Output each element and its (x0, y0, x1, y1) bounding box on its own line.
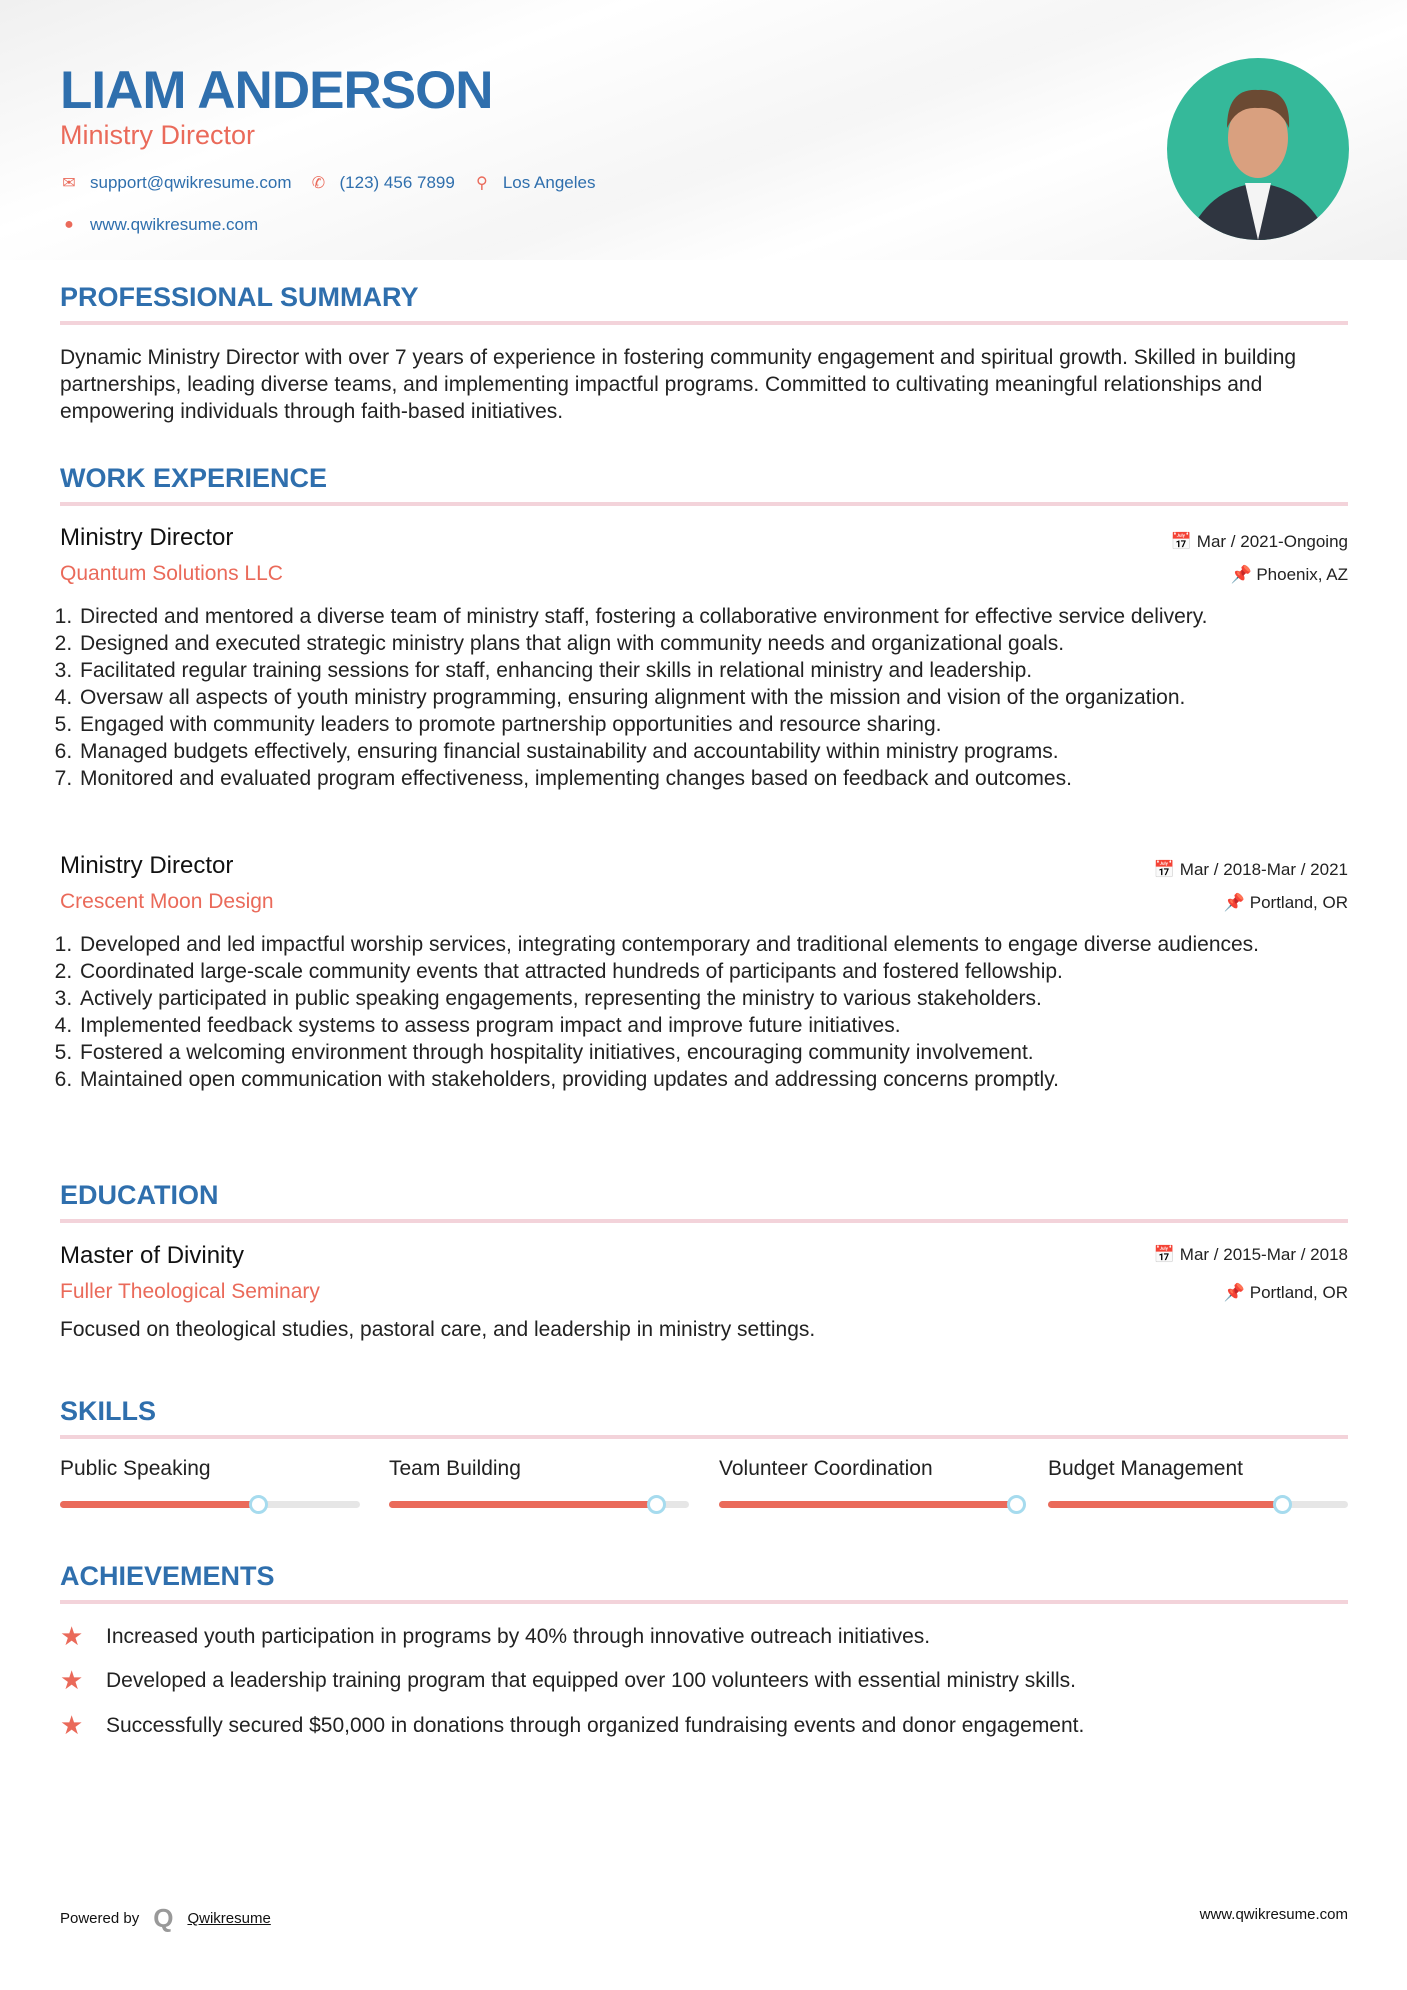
skill-knob (1273, 1495, 1292, 1514)
job-bullets (60, 603, 1350, 792)
location-text: Portland, OR (1249, 1283, 1348, 1302)
skill-name: Team Building (389, 1457, 521, 1480)
qwikresume-logo-icon: Q (153, 1903, 174, 1933)
brand-link[interactable]: Qwikresume (187, 1910, 271, 1927)
calendar-icon: 📅 (1170, 532, 1197, 551)
job-title: Ministry Director (60, 852, 234, 879)
work-heading: WORK EXPERIENCE (60, 463, 328, 493)
list-item: 5. Fostered a welcoming environment through hospitality initiatives, encouraging community involvement. (78, 1039, 1350, 1066)
school: Fuller Theological Seminary (60, 1280, 320, 1303)
list-item: 5. Engaged with community leaders to promote partnership opportunities and resource sharing. (78, 711, 1350, 738)
divider (60, 502, 1348, 506)
achievement-item (60, 1621, 930, 1652)
skill-bar (719, 1501, 1019, 1508)
list-item: 6. Managed budgets effectively, ensuring financial sustainability and accountability within ministry programs. (78, 738, 1350, 765)
list-item: 3. Facilitated regular training sessions for staff, enhancing their skills in relational ministry and leadership. (78, 657, 1350, 684)
skill-fill (389, 1501, 656, 1508)
phone-text: (123) 456 7899 (339, 173, 455, 192)
powered-by-label: Powered by (60, 1910, 140, 1927)
phone-icon: ✆ (311, 175, 326, 192)
summary-heading: PROFESSIONAL SUMMARY (60, 282, 419, 312)
skill-item (389, 1457, 689, 1481)
edu-description: Focused on theological studies, pastoral care, and leadership in ministry settings. (60, 1318, 816, 1341)
skill-item (60, 1457, 360, 1481)
skill-name: Volunteer Coordination (719, 1457, 933, 1480)
achievement-item (60, 1710, 1084, 1741)
globe-icon: ● (64, 216, 74, 233)
skill-fill (60, 1501, 258, 1508)
achievement-item (60, 1665, 1076, 1696)
location-text: Los Angeles (502, 173, 596, 192)
skill-name: Budget Management (1048, 1457, 1243, 1480)
skill-bar (60, 1501, 360, 1508)
job-location (1224, 893, 1348, 913)
job-date (1171, 532, 1348, 552)
skill-bar (1048, 1501, 1348, 1508)
job-company: Crescent Moon Design (60, 890, 274, 913)
envelope-icon: ✉ (62, 175, 76, 192)
skill-knob (647, 1495, 666, 1514)
divider (60, 1219, 1348, 1223)
email-link[interactable]: support@qwikresume.com (90, 173, 292, 192)
list-item: 1. Directed and mentored a diverse team of ministry staff, fostering a collaborative environment for effective service delivery. (78, 603, 1350, 630)
list-item: 1. Developed and led impactful worship services, integrating contemporary and traditional elements to engage diverse audiences. (78, 931, 1350, 958)
job-title: Ministry Director (60, 524, 234, 551)
list-item: 3. Actively participated in public speaking engagements, representing the ministry to various stakeholders. (78, 985, 1350, 1012)
skill-fill (1048, 1501, 1282, 1508)
contact-row (58, 173, 595, 193)
list-item: 2. Coordinated large-scale community events that attracted hundreds of participants and fostered fellowship. (78, 958, 1350, 985)
edu-location (1224, 1283, 1348, 1303)
calendar-icon: 📅 (1153, 1245, 1180, 1264)
skill-bar (389, 1501, 689, 1508)
divider (60, 321, 1348, 325)
job-company: Quantum Solutions LLC (60, 562, 283, 585)
location-text: Portland, OR (1249, 893, 1348, 912)
job-date (1154, 860, 1348, 880)
list-item: 2. Designed and executed strategic ministry plans that align with community needs and organizational goals. (78, 630, 1350, 657)
achievements-heading: ACHIEVEMENTS (60, 1561, 275, 1591)
footer-left (60, 1903, 271, 1934)
degree: Master of Divinity (60, 1242, 245, 1269)
edu-date (1154, 1245, 1348, 1265)
skills-heading: SKILLS (60, 1396, 157, 1426)
date-text: Mar / 2018-Mar / 2021 (1179, 860, 1348, 879)
star-icon: ★ (60, 1621, 84, 1651)
pin-icon: 📌 (1223, 893, 1250, 912)
list-item: 4. Oversaw all aspects of youth ministry programming, ensuring alignment with the mission and vision of the organization. (78, 684, 1350, 711)
job-location (1230, 565, 1348, 585)
skill-name: Public Speaking (60, 1457, 211, 1480)
achievement-text: Increased youth participation in programs by 40% through innovative outreach initiatives. (106, 1624, 931, 1648)
list-item: 4. Implemented feedback systems to assess program impact and improve future initiatives. (78, 1012, 1350, 1039)
pin-icon: 📌 (1230, 565, 1257, 584)
website-row (58, 215, 258, 235)
skill-item (1048, 1457, 1348, 1481)
education-heading: EDUCATION (60, 1180, 219, 1210)
candidate-title: Ministry Director (60, 120, 256, 150)
divider (60, 1600, 1348, 1604)
skill-fill (719, 1501, 1016, 1508)
pin-icon: 📌 (1223, 1283, 1250, 1302)
list-item: 6. Maintained open communication with stakeholders, providing updates and addressing concerns promptly. (78, 1066, 1350, 1093)
candidate-name: LIAM ANDERSON (60, 61, 493, 120)
calendar-icon: 📅 (1153, 860, 1180, 879)
achievement-text: Developed a leadership training program that equipped over 100 volunteers with essential ministry skills. (106, 1668, 1077, 1692)
map-pin-icon: ⚲ (475, 175, 488, 192)
date-text: Mar / 2021-Ongoing (1196, 532, 1348, 551)
job-bullets (60, 931, 1350, 1093)
skill-item (719, 1457, 1019, 1481)
summary-text: Dynamic Ministry Director with over 7 years of experience in fostering community engagement and spiritual growth. Skilled in building partnerships, leading diverse teams, and implementing impactful programs. Committed to cultivating meaningful relationships and empowering individuals through faith-based initiatives. (60, 346, 1297, 423)
website-link[interactable]: www.qwikresume.com (90, 215, 259, 234)
profile-photo (1167, 58, 1349, 240)
star-icon: ★ (60, 1665, 84, 1695)
list-item: 7. Monitored and evaluated program effectiveness, implementing changes based on feedback and outcomes. (78, 765, 1350, 792)
footer-website[interactable]: www.qwikresume.com (1199, 1906, 1348, 1923)
divider (60, 1435, 1348, 1439)
skill-knob (249, 1495, 268, 1514)
location-text: Phoenix, AZ (1256, 565, 1348, 584)
date-text: Mar / 2015-Mar / 2018 (1179, 1245, 1348, 1264)
star-icon: ★ (60, 1710, 84, 1740)
skill-knob (1007, 1495, 1026, 1514)
achievement-text: Successfully secured $50,000 in donations through organized fundraising events and donor engagement. (106, 1713, 1085, 1737)
